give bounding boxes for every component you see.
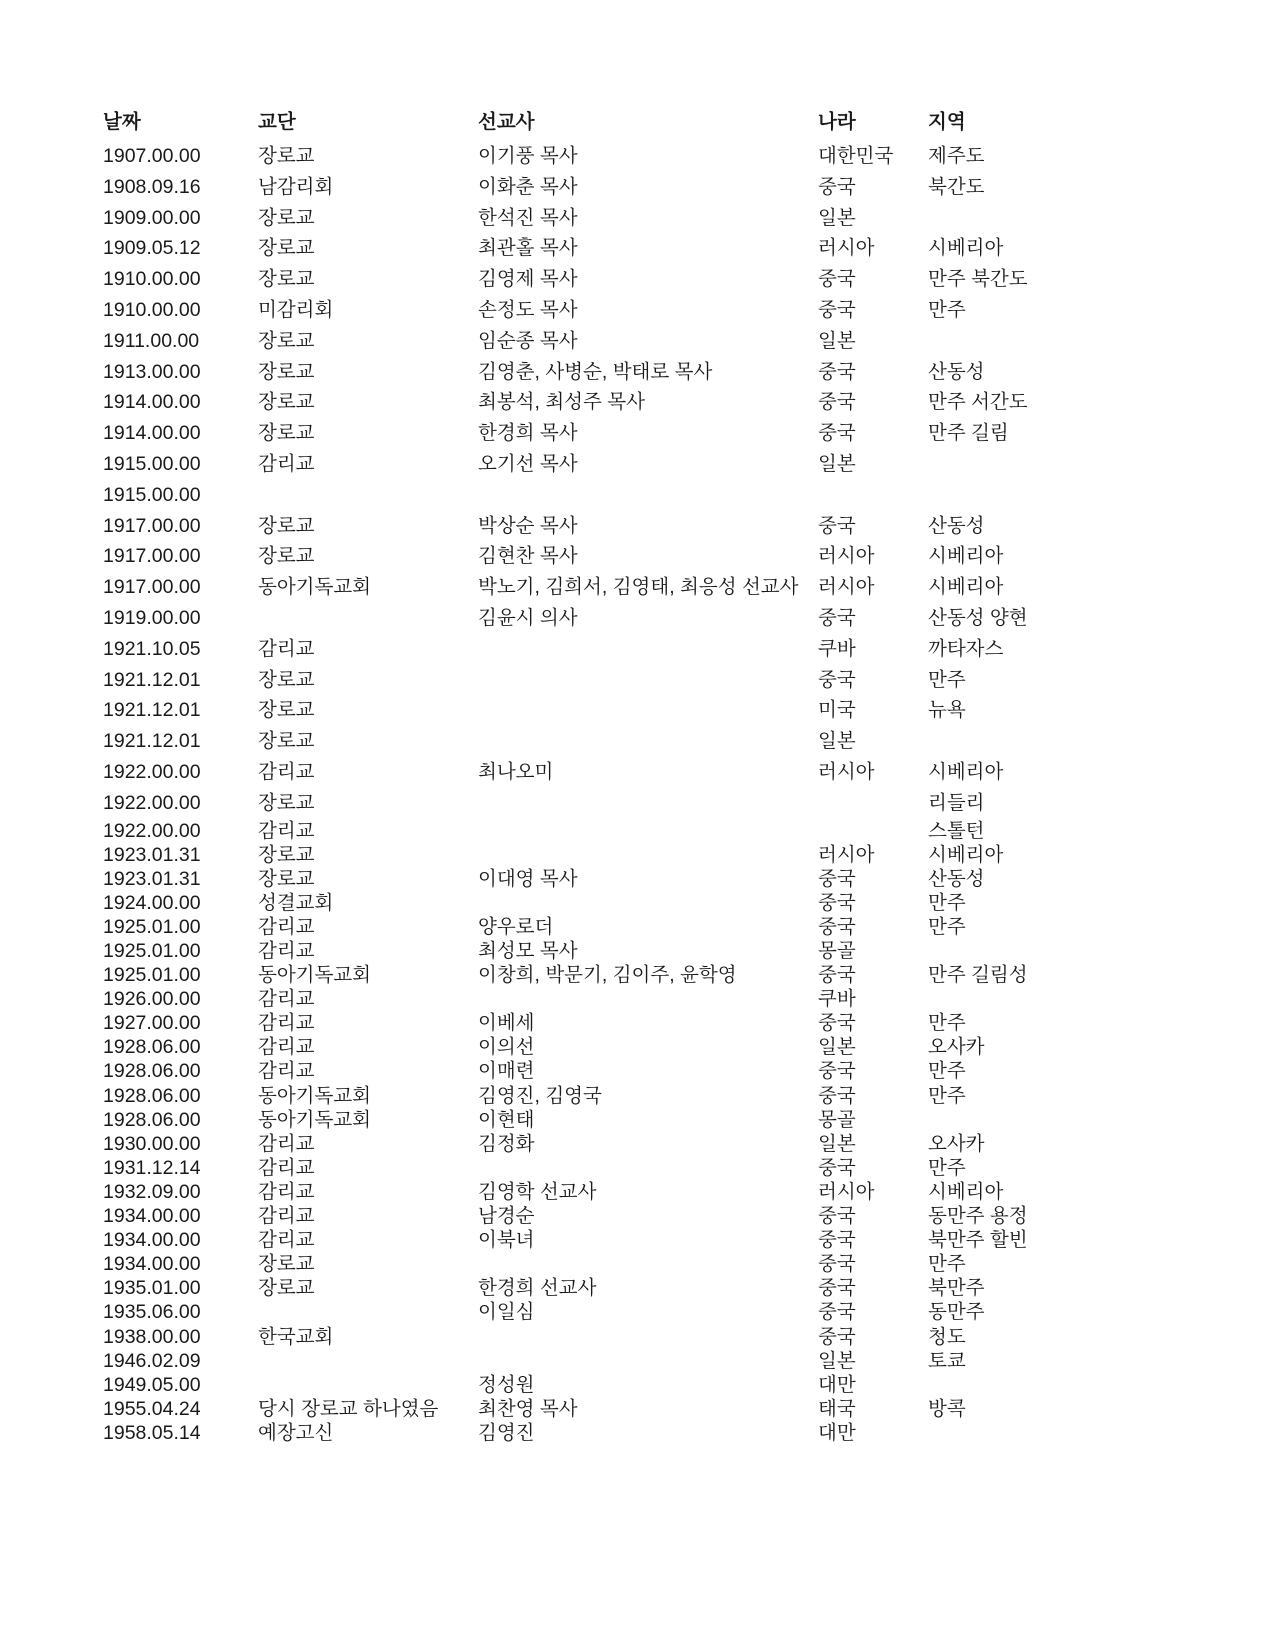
cell-missionary: 한석진 목사 [478, 206, 578, 229]
cell-date: 1914.00.00 [103, 391, 201, 414]
table-row [103, 387, 1275, 418]
cell-region [928, 1373, 1178, 1397]
cell-region: 산동성 [928, 867, 985, 890]
cell-country: 일본 [818, 452, 856, 475]
table-row [103, 819, 1275, 843]
cell-missionary: 김영진, 김영국 [478, 1084, 602, 1107]
cell-denomination: 감리교 [258, 1012, 315, 1035]
cell-country: 중국 [818, 514, 856, 537]
cell-denomination: 장로교 [258, 1277, 315, 1300]
cell-denomination [258, 1300, 478, 1324]
cell-region: 오사카 [928, 1132, 985, 1155]
cell-date: 1919.00.00 [103, 606, 201, 629]
cell-country: 일본 [818, 730, 856, 753]
cell-denomination: 장로교 [258, 391, 315, 414]
cell-date: 1915.00.00 [103, 452, 201, 475]
cell-missionary: 이의선 [478, 1036, 535, 1059]
cell-denomination: 장로교 [258, 1253, 315, 1276]
table-row [103, 634, 1275, 665]
cell-date: 1924.00.00 [103, 891, 201, 914]
cell-missionary [478, 843, 818, 867]
cell-date: 1921.10.05 [103, 637, 201, 660]
cell-country: 중국 [818, 298, 856, 321]
cell-country: 일본 [818, 1349, 856, 1372]
cell-country: 중국 [818, 1156, 856, 1179]
cell-missionary [478, 1156, 818, 1180]
cell-region: 산동성 양현 [928, 606, 1028, 629]
cell-region: 만주 [928, 915, 966, 938]
cell-region: 청도 [928, 1325, 966, 1348]
cell-missionary: 임순종 목사 [478, 329, 578, 352]
cell-region: 만주 [928, 891, 966, 914]
cell-date: 1921.12.01 [103, 730, 201, 753]
cell-region [928, 939, 1178, 963]
cell-country: 일본 [818, 329, 856, 352]
cell-country: 중국 [818, 1229, 856, 1252]
cell-missionary: 이대영 목사 [478, 867, 578, 890]
cell-missionary: 박상순 목사 [478, 514, 578, 537]
cell-region: 북간도 [928, 175, 985, 198]
cell-region: 동만주 용정 [928, 1205, 1028, 1228]
cell-region [928, 326, 1178, 357]
cell-denomination [258, 480, 478, 511]
cell-missionary: 최나오미 [478, 760, 554, 783]
cell-missionary: 오기선 목사 [478, 452, 578, 475]
cell-missionary: 이기풍 목사 [478, 145, 578, 167]
cell-missionary [478, 1349, 818, 1373]
cell-missionary [478, 987, 818, 1011]
cell-denomination: 장로교 [258, 545, 315, 568]
cell-country: 러시아 [818, 843, 875, 866]
column-header-date: 날짜 [103, 111, 141, 133]
cell-country: 중국 [818, 668, 856, 691]
table-row [103, 541, 1275, 572]
cell-country: 대한민국 [818, 145, 894, 167]
cell-denomination: 장로교 [258, 145, 315, 167]
cell-country: 미국 [818, 699, 856, 722]
cell-country: 중국 [818, 1253, 856, 1276]
cell-date: 1923.01.31 [103, 843, 201, 866]
cell-region: 산동성 [928, 360, 985, 383]
cell-region: 시베리아 [928, 1180, 1004, 1203]
cell-country: 중국 [818, 606, 856, 629]
cell-missionary [478, 819, 818, 843]
cell-denomination [258, 1373, 478, 1397]
cell-date: 1932.09.00 [103, 1180, 201, 1203]
cell-missionary: 김영제 목사 [478, 268, 578, 291]
cell-missionary [478, 891, 818, 915]
cell-denomination: 장로교 [258, 699, 315, 722]
cell-date: 1914.00.00 [103, 422, 201, 445]
cell-country: 러시아 [818, 545, 875, 568]
table-row [103, 1059, 1275, 1083]
table-row [103, 1325, 1275, 1349]
cell-region: 북만주 할빈 [928, 1229, 1028, 1252]
cell-denomination: 남감리회 [258, 175, 334, 198]
cell-region: 만주 길림성 [928, 964, 1028, 987]
cell-country: 몽골 [818, 1108, 856, 1131]
table-row [103, 788, 1275, 819]
table-row [103, 172, 1275, 203]
cell-country: 대만 [818, 1373, 856, 1396]
cell-region: 북만주 [928, 1277, 985, 1300]
cell-denomination: 감리교 [258, 940, 315, 962]
cell-missionary: 양우로더 [478, 915, 554, 938]
cell-date: 1928.06.00 [103, 1060, 201, 1083]
table-row [103, 915, 1275, 939]
table-row [103, 1228, 1275, 1252]
cell-denomination: 감리교 [258, 1180, 315, 1203]
cell-denomination: 감리교 [258, 452, 315, 475]
table-row [103, 326, 1275, 357]
cell-date: 1925.01.00 [103, 915, 201, 938]
cell-missionary: 남경순 [478, 1205, 535, 1228]
missionary-table [103, 104, 1275, 1445]
cell-region: 만주 서간도 [928, 391, 1028, 414]
cell-country [818, 480, 928, 511]
table-row [103, 695, 1275, 726]
cell-missionary [478, 726, 818, 757]
table-row [103, 987, 1275, 1011]
table-row [103, 726, 1275, 757]
cell-denomination: 동아기독교회 [258, 1084, 372, 1107]
table-row [103, 233, 1275, 264]
cell-date: 1922.00.00 [103, 760, 201, 783]
table-row [103, 357, 1275, 388]
cell-region: 리들리 [928, 791, 985, 814]
cell-country: 중국 [818, 268, 856, 291]
cell-region: 동만주 [928, 1301, 985, 1324]
cell-region: 시베리아 [928, 760, 1004, 783]
table-body [103, 141, 1275, 1445]
table-row [103, 1373, 1275, 1397]
cell-region [928, 1421, 1178, 1445]
table-row [103, 511, 1275, 542]
cell-region: 제주도 [928, 145, 985, 167]
cell-missionary: 이북녀 [478, 1229, 535, 1252]
table-row [103, 1349, 1275, 1373]
cell-denomination: 감리교 [258, 1060, 315, 1083]
cell-region: 까타자스 [928, 637, 1004, 660]
cell-missionary [478, 788, 818, 819]
cell-country: 중국 [818, 964, 856, 987]
cell-missionary: 최관홀 목사 [478, 237, 578, 260]
cell-country: 일본 [818, 1036, 856, 1059]
cell-country: 중국 [818, 1205, 856, 1228]
cell-denomination: 장로교 [258, 730, 315, 753]
cell-region: 만주 [928, 298, 966, 321]
cell-denomination: 미감리회 [258, 298, 334, 321]
table-row [103, 1180, 1275, 1204]
cell-denomination: 성결교회 [258, 891, 334, 914]
cell-date: 1907.00.00 [103, 145, 201, 167]
table-row [103, 1300, 1275, 1324]
cell-country: 러시아 [818, 760, 875, 783]
cell-date: 1935.01.00 [103, 1277, 201, 1300]
cell-region: 시베리아 [928, 576, 1004, 599]
table-row [103, 939, 1275, 963]
table-row [103, 264, 1275, 295]
cell-country: 일본 [818, 206, 856, 229]
cell-missionary: 정성원 [478, 1373, 535, 1396]
cell-date: 1917.00.00 [103, 514, 201, 537]
cell-country: 중국 [818, 391, 856, 414]
table-row [103, 1132, 1275, 1156]
table-row [103, 295, 1275, 326]
cell-country: 일본 [818, 1132, 856, 1155]
cell-date: 1926.00.00 [103, 988, 201, 1011]
cell-region: 만주 [928, 1084, 966, 1107]
cell-missionary: 김영진 [478, 1421, 535, 1444]
cell-missionary: 이창희, 박문기, 김이주, 윤학영 [478, 964, 737, 987]
cell-country: 태국 [818, 1397, 856, 1420]
cell-region: 만주 [928, 668, 966, 691]
cell-country: 러시아 [818, 237, 875, 260]
cell-region: 산동성 [928, 514, 985, 537]
cell-denomination: 예장고신 [258, 1421, 334, 1444]
cell-missionary: 손정도 목사 [478, 298, 578, 321]
cell-region: 토쿄 [928, 1349, 966, 1372]
cell-country: 중국 [818, 1301, 856, 1324]
cell-denomination: 장로교 [258, 843, 315, 866]
cell-region: 만주 길림 [928, 422, 1009, 445]
cell-country: 중국 [818, 422, 856, 445]
cell-country: 대만 [818, 1421, 856, 1444]
cell-region: 만주 북간도 [928, 268, 1028, 291]
cell-denomination: 장로교 [258, 237, 315, 260]
cell-missionary: 한경희 선교사 [478, 1277, 597, 1300]
cell-denomination [258, 1349, 478, 1373]
table-row [103, 1035, 1275, 1059]
cell-country: 러시아 [818, 576, 875, 599]
cell-region: 만주 [928, 1012, 966, 1035]
cell-denomination: 장로교 [258, 329, 315, 352]
cell-denomination: 감리교 [258, 819, 315, 842]
table-row [103, 1156, 1275, 1180]
cell-country [818, 788, 928, 819]
cell-region: 뉴욕 [928, 699, 966, 722]
cell-missionary: 김영학 선교사 [478, 1180, 597, 1203]
cell-country: 쿠바 [818, 637, 856, 660]
cell-denomination: 감리교 [258, 637, 315, 660]
cell-region: 시베리아 [928, 237, 1004, 260]
cell-denomination [258, 603, 478, 634]
cell-date: 1921.12.01 [103, 699, 201, 722]
cell-date: 1928.06.00 [103, 1108, 201, 1131]
table-row [103, 757, 1275, 788]
column-header-denomination: 교단 [258, 111, 296, 133]
table-row [103, 843, 1275, 867]
cell-region [928, 480, 1178, 511]
cell-missionary [478, 695, 818, 726]
cell-date: 1938.00.00 [103, 1325, 201, 1348]
cell-region [928, 449, 1178, 480]
cell-region: 시베리아 [928, 843, 1004, 866]
cell-date: 1927.00.00 [103, 1012, 201, 1035]
cell-denomination: 감리교 [258, 1229, 315, 1252]
cell-denomination: 동아기독교회 [258, 964, 372, 987]
cell-denomination: 장로교 [258, 422, 315, 445]
cell-date: 1931.12.14 [103, 1156, 201, 1179]
cell-region [928, 987, 1178, 1011]
cell-date: 1910.00.00 [103, 298, 201, 321]
cell-date: 1913.00.00 [103, 360, 201, 383]
cell-denomination: 감리교 [258, 988, 315, 1011]
cell-date: 1928.06.00 [103, 1036, 201, 1059]
cell-date: 1946.02.09 [103, 1349, 201, 1372]
cell-denomination: 장로교 [258, 867, 315, 890]
cell-missionary [478, 634, 818, 665]
cell-country: 중국 [818, 891, 856, 914]
table-row [103, 1084, 1275, 1108]
cell-country: 중국 [818, 1277, 856, 1300]
table-row [103, 603, 1275, 634]
cell-country: 중국 [818, 360, 856, 383]
cell-denomination: 동아기독교회 [258, 1108, 372, 1131]
cell-denomination: 장로교 [258, 360, 315, 383]
cell-missionary: 김정화 [478, 1132, 535, 1155]
cell-date: 1935.06.00 [103, 1301, 201, 1324]
column-header-country: 나라 [818, 111, 856, 133]
cell-date: 1922.00.00 [103, 791, 201, 814]
cell-denomination: 당시 장로교 하나였음 [258, 1397, 439, 1420]
cell-date: 1928.06.00 [103, 1084, 201, 1107]
cell-missionary: 김영춘, 사병순, 박태로 목사 [478, 360, 713, 383]
cell-date: 1911.00.00 [103, 329, 200, 352]
cell-missionary: 최봉석, 최성주 목사 [478, 391, 645, 414]
cell-missionary: 이일심 [478, 1301, 535, 1324]
cell-date: 1917.00.00 [103, 576, 201, 599]
cell-country: 중국 [818, 1084, 856, 1107]
cell-date: 1917.00.00 [103, 545, 201, 568]
table-row [103, 141, 1275, 172]
cell-denomination: 장로교 [258, 206, 315, 229]
cell-region: 스톨턴 [928, 819, 985, 842]
cell-date: 1923.01.31 [103, 867, 201, 890]
cell-denomination: 장로교 [258, 514, 315, 537]
cell-missionary: 한경희 목사 [478, 422, 578, 445]
cell-region [928, 1108, 1178, 1132]
cell-denomination: 동아기독교회 [258, 576, 372, 599]
cell-country: 중국 [818, 1012, 856, 1035]
cell-date: 1909.05.12 [103, 237, 201, 260]
cell-region: 만주 [928, 1060, 966, 1083]
cell-date: 1925.01.00 [103, 940, 201, 962]
cell-region: 오사카 [928, 1036, 985, 1059]
table-row [103, 1252, 1275, 1276]
cell-country: 중국 [818, 175, 856, 198]
cell-denomination: 감리교 [258, 1205, 315, 1228]
cell-country: 쿠바 [818, 988, 856, 1011]
cell-date: 1909.00.00 [103, 206, 201, 229]
table-row [103, 665, 1275, 696]
cell-denomination: 장로교 [258, 268, 315, 291]
cell-missionary: 이화춘 목사 [478, 175, 578, 198]
cell-denomination: 감리교 [258, 760, 315, 783]
cell-date: 1930.00.00 [103, 1132, 201, 1155]
table-row [103, 449, 1275, 480]
cell-date: 1934.00.00 [103, 1205, 201, 1228]
cell-region [928, 203, 1178, 234]
column-header-region: 지역 [928, 111, 966, 133]
table-row [103, 203, 1275, 234]
cell-region [928, 726, 1178, 757]
table-row [103, 1011, 1275, 1035]
cell-date: 1949.05.00 [103, 1373, 201, 1396]
cell-date: 1934.00.00 [103, 1229, 201, 1252]
table-row [103, 891, 1275, 915]
table-row [103, 418, 1275, 449]
cell-country: 중국 [818, 1060, 856, 1083]
table-row [103, 1397, 1275, 1421]
cell-missionary: 이현태 [478, 1108, 535, 1131]
table-row [103, 1276, 1275, 1300]
cell-date: 1934.00.00 [103, 1253, 201, 1276]
cell-date: 1922.00.00 [103, 819, 201, 842]
table-row [103, 867, 1275, 891]
cell-region: 만주 [928, 1253, 966, 1276]
cell-region: 방콕 [928, 1397, 966, 1420]
cell-country: 몽골 [818, 940, 856, 962]
cell-date: 1910.00.00 [103, 268, 201, 291]
cell-missionary [478, 1252, 818, 1276]
column-header-missionary: 선교사 [478, 111, 535, 133]
cell-date: 1908.09.16 [103, 175, 201, 198]
cell-date: 1958.05.14 [103, 1421, 201, 1444]
table-row [103, 1108, 1275, 1132]
cell-denomination: 감리교 [258, 1132, 315, 1155]
table-row [103, 572, 1275, 603]
cell-denomination: 감리교 [258, 915, 315, 938]
cell-region: 시베리아 [928, 545, 1004, 568]
table-row [103, 963, 1275, 987]
table-row [103, 1421, 1275, 1445]
cell-missionary [478, 480, 818, 511]
cell-country: 중국 [818, 915, 856, 938]
cell-country: 중국 [818, 867, 856, 890]
table-row [103, 1204, 1275, 1228]
table-header-row [103, 104, 1275, 141]
cell-missionary: 최찬영 목사 [478, 1397, 578, 1420]
cell-denomination: 장로교 [258, 791, 315, 814]
cell-missionary: 이매련 [478, 1060, 535, 1083]
cell-date: 1915.00.00 [103, 483, 201, 506]
cell-missionary: 김현찬 목사 [478, 545, 578, 568]
cell-country: 러시아 [818, 1180, 875, 1203]
cell-country: 중국 [818, 1325, 856, 1348]
cell-region: 만주 [928, 1156, 966, 1179]
cell-missionary: 박노기, 김희서, 김영태, 최응성 선교사 [478, 576, 799, 599]
cell-missionary: 최성모 목사 [478, 940, 578, 962]
cell-missionary [478, 665, 818, 696]
cell-denomination: 감리교 [258, 1156, 315, 1179]
cell-missionary: 김윤시 의사 [478, 606, 578, 629]
cell-date: 1925.01.00 [103, 964, 201, 987]
cell-date: 1955.04.24 [103, 1397, 201, 1420]
cell-date: 1921.12.01 [103, 668, 201, 691]
table-row [103, 480, 1275, 511]
cell-missionary: 이베세 [478, 1012, 535, 1035]
cell-denomination: 한국교회 [258, 1325, 334, 1348]
cell-missionary [478, 1325, 818, 1349]
cell-denomination: 감리교 [258, 1036, 315, 1059]
cell-country [818, 819, 928, 843]
cell-denomination: 장로교 [258, 668, 315, 691]
